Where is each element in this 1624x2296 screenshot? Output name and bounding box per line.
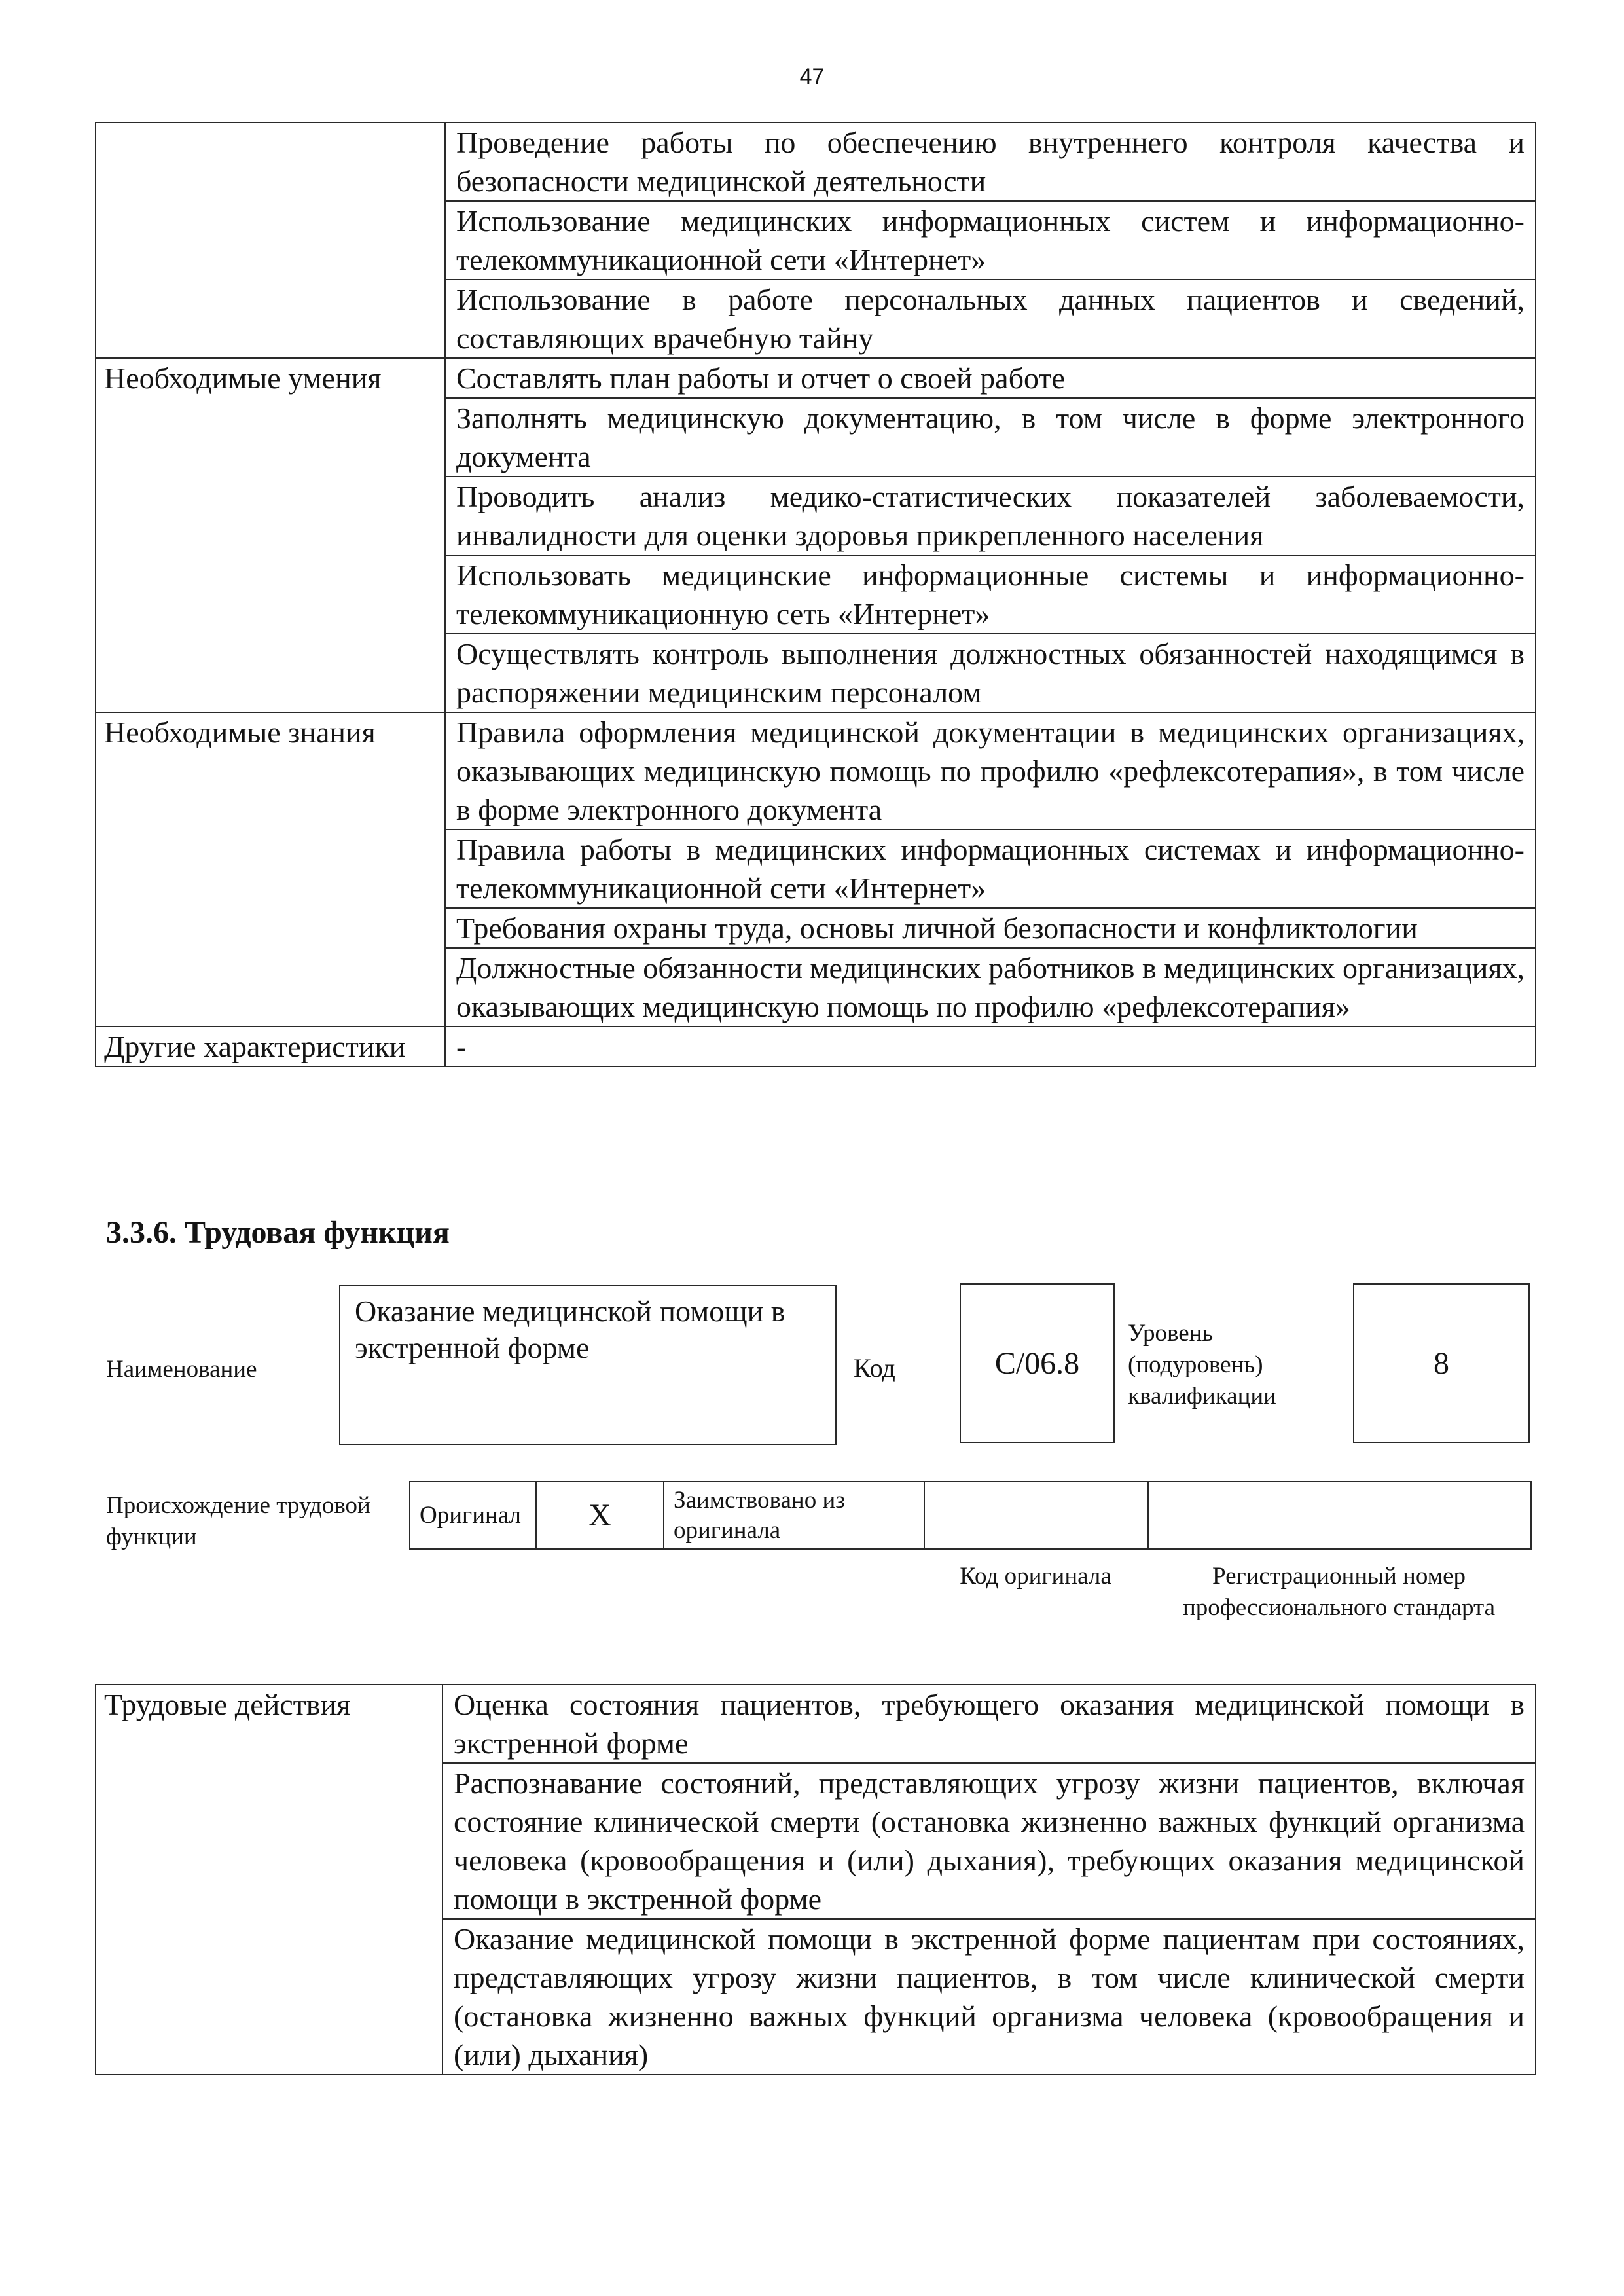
table-cell: Правила оформления медицинской документации в медицинских организациях, оказывающих медицинскую помощь по профилю «рефлексотерапия», в том числе в форме электронного документа [445, 712, 1536, 829]
table-cell: Использование медицинских информационных систем и информационно-телекоммуникационной сети «Интернет» [445, 201, 1536, 280]
row-label-knowledge: Необходимые знания [96, 712, 445, 1027]
section-heading: 3.3.6. Трудовая функция [106, 1215, 450, 1250]
row-label-other: Другие характеристики [96, 1027, 445, 1066]
code-original-cell [924, 1482, 1148, 1549]
original-label: Оригинал [410, 1482, 536, 1549]
origin-label: Происхождение трудовой функции [106, 1492, 370, 1550]
code-label: Код [854, 1353, 895, 1383]
table-row [96, 1027, 1536, 1066]
table-cell: Оценка состояния пациентов, требующего оказания медицинской помощи в экстренной форме [442, 1685, 1536, 1763]
table-cell: - [445, 1027, 1536, 1066]
table-row [410, 1482, 1531, 1549]
level-label: Уровень (подуровень) квалификации [1128, 1320, 1276, 1410]
table-cell: Составлять план работы и отчет о своей работе [445, 358, 1536, 398]
name-label: Наименование [106, 1356, 257, 1383]
row-label-skills: Необходимые умения [96, 358, 445, 712]
table-cell: Проводить анализ медико-статистических показателей заболеваемости, инвалидности для оценки здоровья прикрепленного населения [445, 477, 1536, 555]
reg-number-caption: Регистрационный номер профессионального стандарта [1182, 1563, 1496, 1621]
labor-actions-table [95, 1684, 1536, 2075]
table-cell: Заполнять медицинскую документацию, в том числе в форме электронного документа [445, 398, 1536, 477]
table-row [96, 358, 1536, 398]
borrowed-label: Заимствовано из оригинала [664, 1482, 924, 1549]
level-box: 8 [1353, 1283, 1530, 1443]
table-cell: Должностные обязанности медицинских работников в медицинских организациях, оказывающих медицинскую помощь по профилю «рефлексотерапия» [445, 948, 1536, 1027]
table-cell: Проведение работы по обеспечению внутреннего контроля качества и безопасности медицинской деятельности [445, 122, 1536, 201]
table-row [96, 712, 1536, 829]
page-number: 47 [799, 64, 825, 89]
table-cell: Правила работы в медицинских информационных системах и информационно-телекоммуникационной сети «Интернет» [445, 829, 1536, 908]
code-original-caption: Код оригинала [960, 1563, 1111, 1590]
table-cell: Требования охраны труда, основы личной безопасности и конфликтологии [445, 908, 1536, 948]
reg-number-cell [1148, 1482, 1531, 1549]
table-row [96, 122, 1536, 201]
table-cell: Оказание медицинской помощи в экстренной форме пациентам при состояниях, представляющих угрозу жизни пациентов, в том числе клинической смерти (остановка жизненно важных функций организма человека (кровообращения и (или) дыхания) [442, 1919, 1536, 2075]
requirements-table [95, 122, 1536, 1067]
function-name-box: Оказание медицинской помощи в экстренной форме [339, 1285, 837, 1445]
row-label [96, 122, 445, 358]
origin-table [409, 1481, 1532, 1550]
table-cell: Использование в работе персональных данных пациентов и сведений, составляющих врачебную тайну [445, 280, 1536, 358]
table-cell: Распознавание состояний, представляющих угрозу жизни пациентов, включая состояние клинической смерти (остановка жизненно важных функций организма человека (кровообращения и (или) дыхания), требующих оказания медицинской помощи в экстренной форме [442, 1763, 1536, 1919]
table-cell: Использовать медицинские информационные системы и информационно-телекоммуникационную сеть «Интернет» [445, 555, 1536, 634]
row-label-actions: Трудовые действия [96, 1685, 442, 2075]
table-row [96, 1685, 1536, 1763]
code-box: C/06.8 [960, 1283, 1115, 1443]
original-mark: X [536, 1482, 664, 1549]
table-cell: Осуществлять контроль выполнения должностных обязанностей находящимся в распоряжении медицинским персоналом [445, 634, 1536, 712]
